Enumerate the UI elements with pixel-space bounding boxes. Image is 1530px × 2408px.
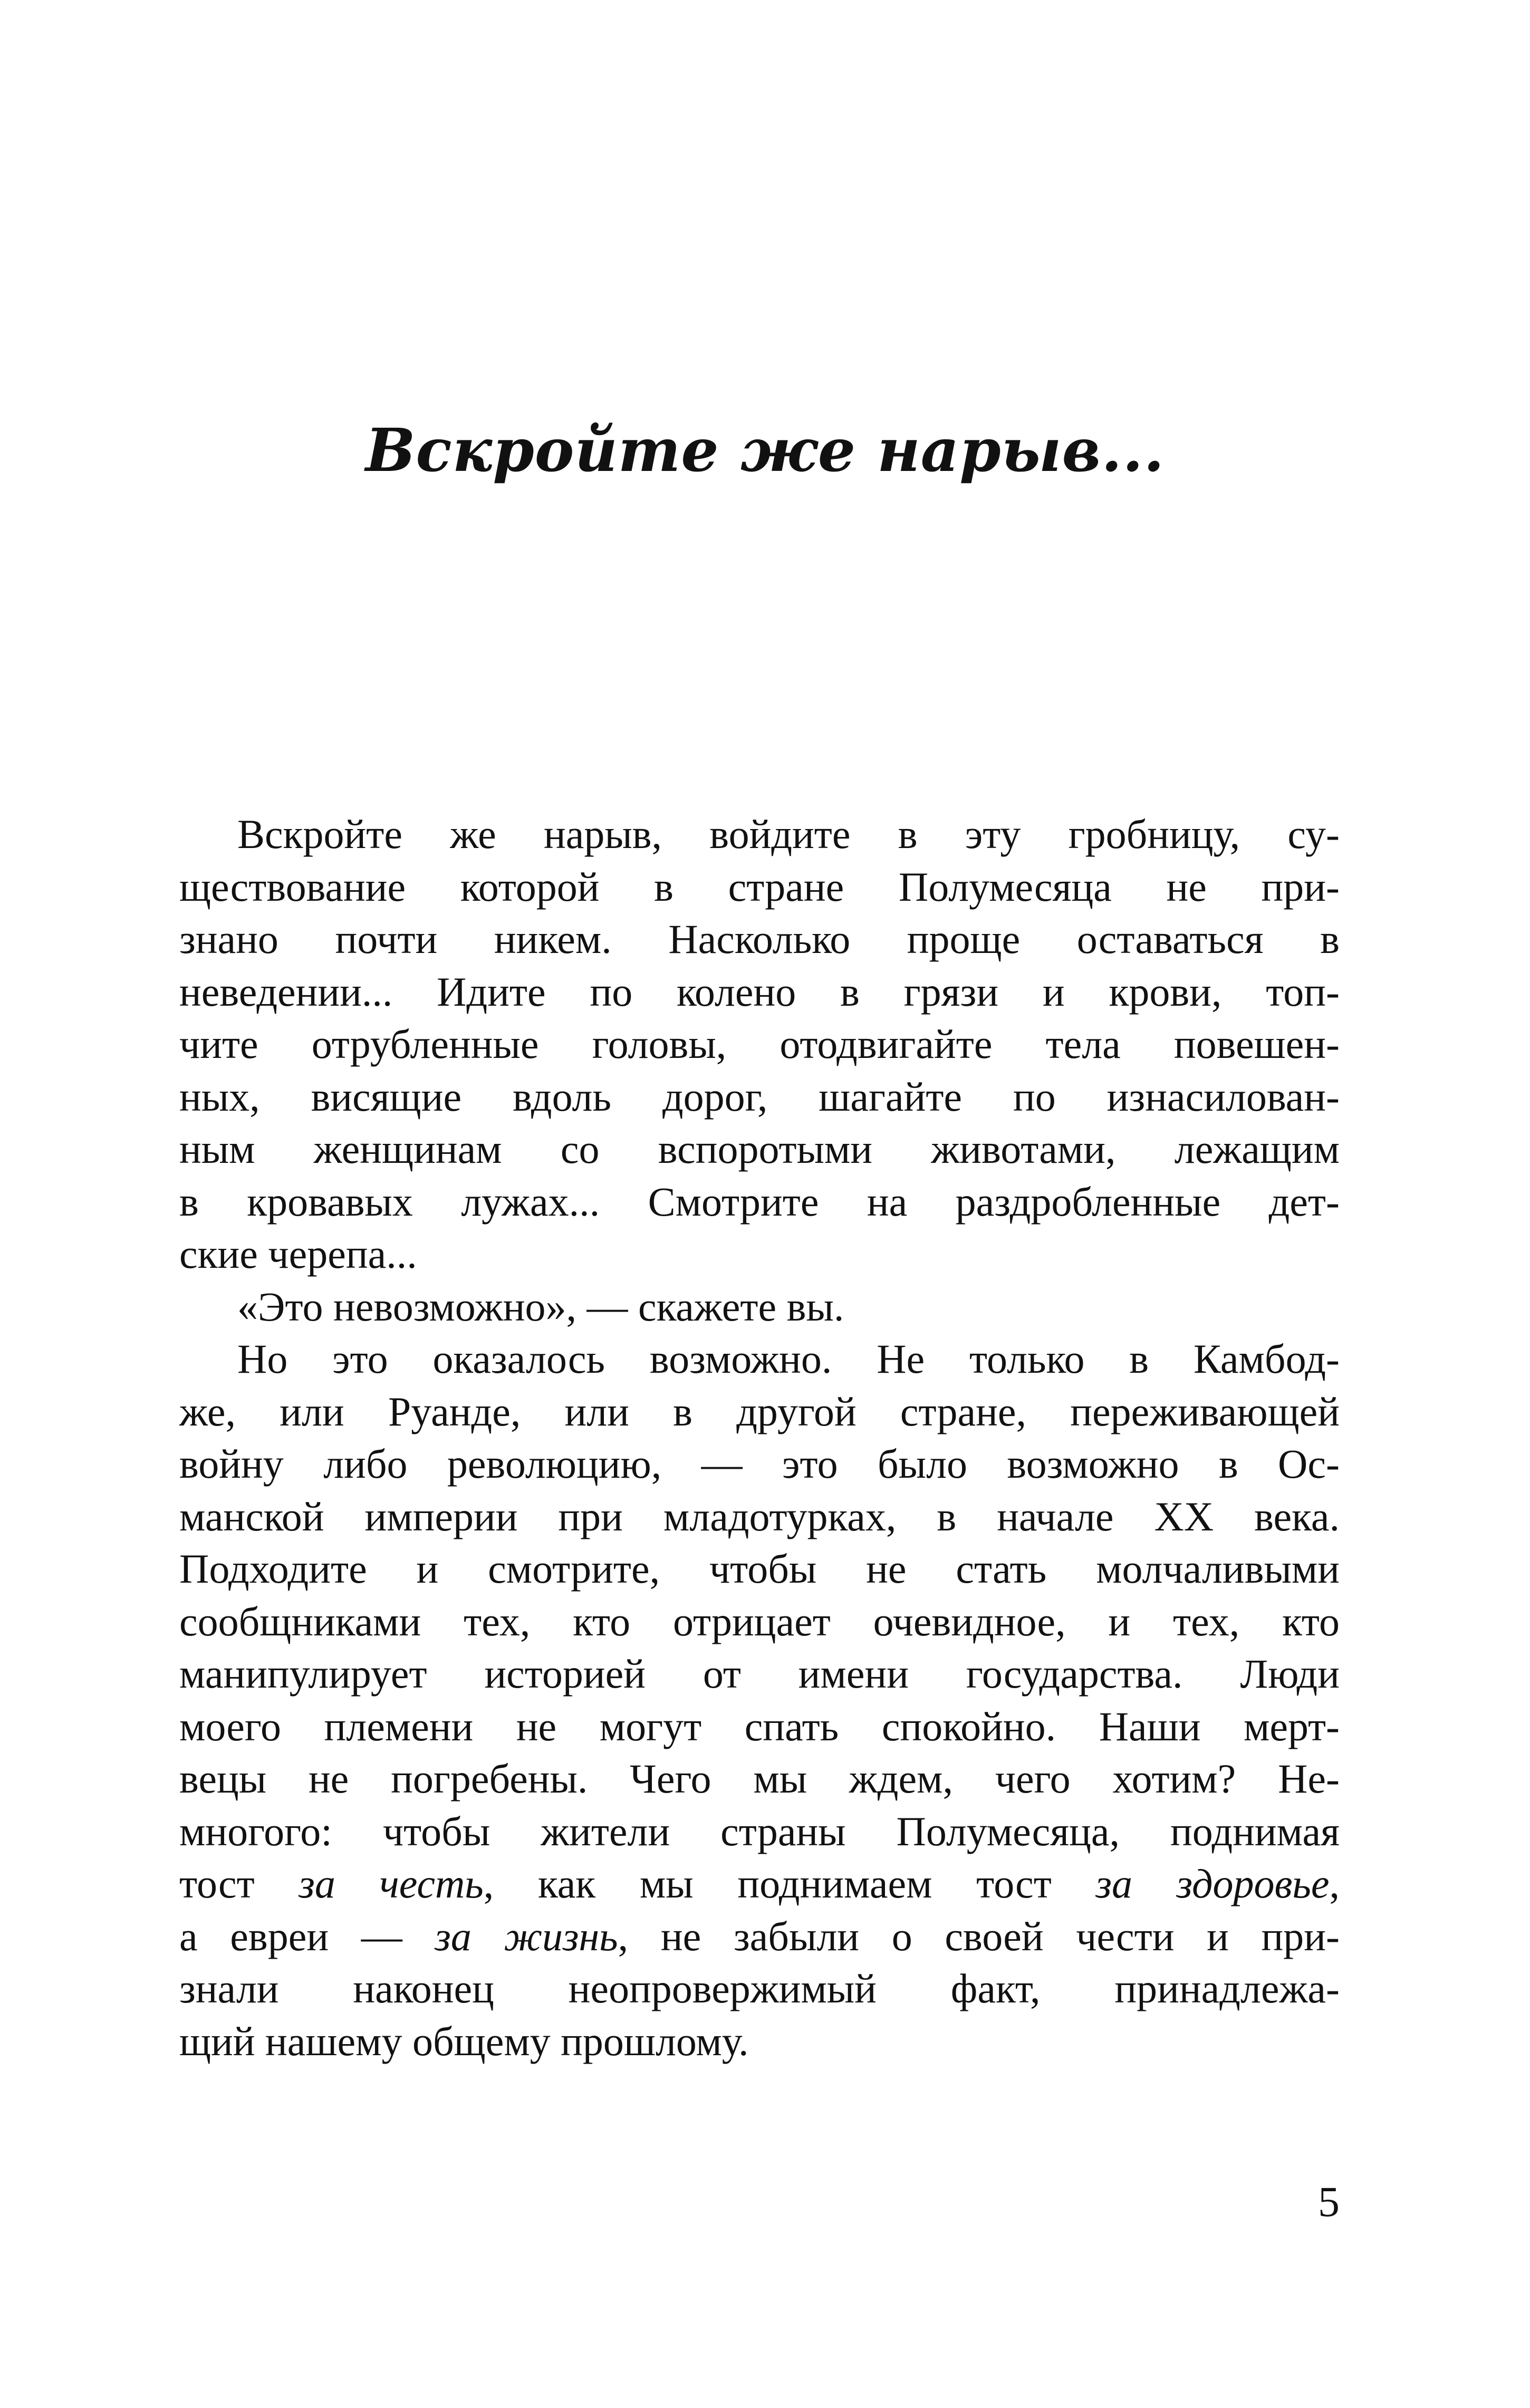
text-line: многого: чтобы жители страны Полумесяца, поднимая [179, 1808, 1340, 1854]
text-line: «Это невозможно», — скажете вы. [237, 1283, 844, 1330]
page-number: 5 [1318, 2178, 1340, 2226]
text-line: Вскройте же нарыв, войдите в эту гробницу, су- [237, 811, 1340, 857]
italic-phrase: за здоровье [1095, 1861, 1330, 1906]
text-line-jews [179, 1910, 1340, 1963]
text-line: ществование которой в стране Полумесяца не при- [179, 863, 1340, 910]
text-line: сообщниками тех, кто отрицает очевидное, и тех, кто [179, 1598, 1340, 1644]
text-line: щий нашему общему прошлому. [179, 2018, 749, 2064]
text-line: Подходите и смотрите, чтобы не стать молчаливыми [179, 1546, 1340, 1592]
text-line: ных, висящие вдоль дорог, шагайте по изнасилован- [179, 1073, 1340, 1120]
text-line-toast [179, 1857, 1340, 1910]
text-segment: , не забыли о своей чести и при- [618, 1913, 1340, 1959]
text-line: манской империи при младотурках, в начале XX века. [179, 1493, 1340, 1539]
text-line: вецы не погребены. Чего мы ждем, чего хотим? Не- [179, 1756, 1340, 1802]
text-line: же, или Руанде, или в другой стране, переживающей [179, 1388, 1340, 1434]
text-line: войну либо революцию, — это было возможно в Ос- [179, 1441, 1340, 1487]
text-segment: тост [179, 1861, 299, 1906]
body-text [179, 808, 1340, 2067]
text-line: ным женщинам со вспоротыми животами, лежащим [179, 1126, 1340, 1172]
text-line: моего племени не могут спать спокойно. Наши мерт- [179, 1703, 1340, 1749]
text-segment: а евреи — [179, 1913, 435, 1959]
text-line: ские черепа... [179, 1231, 417, 1277]
text-line: в кровавых лужах... Смотрите на раздробленные дет- [179, 1178, 1340, 1225]
text-line: Но это оказалось возможно. Не только в Камбод- [237, 1336, 1340, 1382]
chapter-title: Вскройте же нарыв... [365, 416, 1165, 485]
text-line: знали наконец неопровержимый факт, принадлежа- [179, 1966, 1340, 2011]
text-segment: , [1329, 1861, 1340, 1906]
text-line: манипулирует историей от имени государства. Люди [179, 1651, 1340, 1697]
italic-phrase: за жизнь [435, 1913, 618, 1959]
text-line: чите отрубленные головы, отодвигайте тела повешен- [179, 1021, 1340, 1067]
text-segment: , как мы поднимаем тост [483, 1861, 1096, 1906]
italic-phrase: за честь [299, 1861, 484, 1906]
text-line: неведении... Идите по колено в грязи и крови, топ- [179, 968, 1340, 1015]
text-line: знано почти никем. Насколько проще оставаться в [179, 916, 1340, 962]
